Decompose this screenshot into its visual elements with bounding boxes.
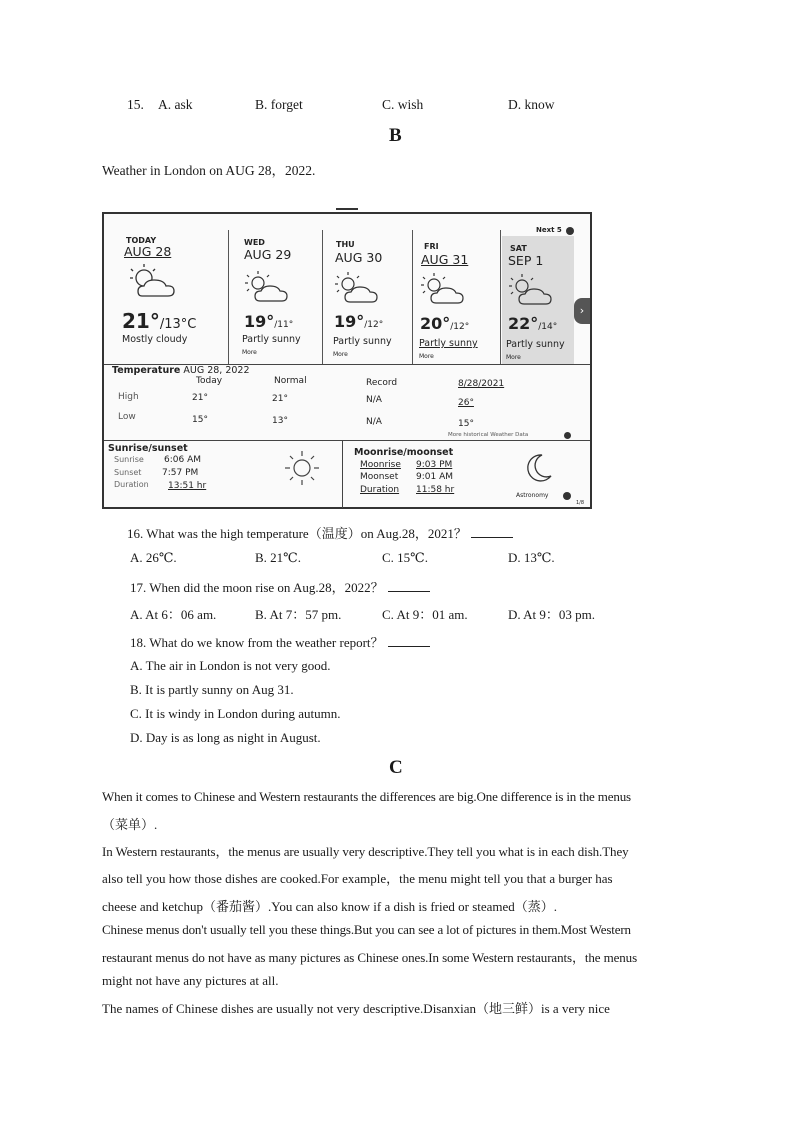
temp-cell: 26° bbox=[458, 398, 474, 408]
day-name: FRI bbox=[424, 242, 439, 251]
corner-mark: 1/8 bbox=[576, 500, 585, 506]
passage-line: Chinese menus don't usually tell you these things.But you can see a lot of pictures in them.Most Western bbox=[102, 922, 631, 937]
sun-label: Duration bbox=[114, 480, 149, 489]
day-low: /12° bbox=[450, 322, 470, 332]
passage-line: The names of Chinese dishes are usually not very descriptive.Disanxian（地三鲜）is a very nice bbox=[102, 1001, 610, 1016]
moon-value: 9:01 AM bbox=[416, 472, 453, 482]
day-more-link[interactable]: More bbox=[419, 353, 434, 360]
day-more-link[interactable]: More bbox=[506, 354, 521, 361]
day-high: 19° bbox=[334, 312, 365, 331]
sun-label: Sunset bbox=[114, 468, 142, 477]
day-condition: Partly sunny bbox=[242, 334, 301, 345]
passage-line: In Western restaurants，the menus are usually very descriptive.They tell you what is in each dish.They bbox=[102, 844, 629, 859]
temp-row-label: Low bbox=[118, 412, 136, 422]
q18-option-b: B. It is partly sunny on Aug 31. bbox=[130, 682, 294, 697]
temp-cell: 13° bbox=[272, 416, 288, 426]
historical-data-icon bbox=[564, 432, 571, 439]
day-date: AUG 31 bbox=[421, 252, 469, 267]
day-temp bbox=[334, 312, 383, 331]
answer-blank bbox=[388, 635, 430, 647]
temp-cell: 21° bbox=[192, 393, 208, 403]
passage-line: also tell you how those dishes are cooked.For example，the menu might tell you that a burger has bbox=[102, 871, 613, 886]
weather-forecast-image bbox=[102, 212, 592, 509]
partly-sunny-icon bbox=[332, 270, 384, 306]
passage-line: （菜单）. bbox=[102, 817, 158, 832]
q16-option-c: C. 15℃. bbox=[382, 550, 428, 565]
q18-option-c: C. It is windy in London during autumn. bbox=[130, 706, 341, 721]
day-name: WED bbox=[244, 238, 265, 247]
q15-option-d: D. know bbox=[508, 97, 555, 112]
day-high: 22° bbox=[508, 314, 539, 333]
q17-stem: 17. When did the moon rise on Aug.28，2022？ bbox=[130, 577, 430, 596]
partly-sunny-icon bbox=[242, 269, 294, 305]
day-temp bbox=[244, 312, 293, 331]
temp-col-header: Today bbox=[196, 376, 223, 386]
day-low: /14° bbox=[538, 322, 558, 332]
day-temp bbox=[122, 309, 196, 333]
passage-line: restaurant menus do not have as many pictures as Chinese ones.In some Western restaurants，the menus bbox=[102, 950, 638, 965]
q17-option-d: D. At 9：03 pm. bbox=[508, 607, 596, 622]
q15-row bbox=[127, 97, 144, 113]
temp-col-header: 8/28/2021 bbox=[458, 379, 505, 389]
moon-value: 9:03 PM bbox=[416, 460, 453, 470]
next-label: Next 5 bbox=[536, 226, 562, 234]
temperature-title: Temperature AUG 28, 2022 bbox=[112, 365, 250, 376]
q15-option-a: A. ask bbox=[158, 97, 193, 112]
moon-value: 11:58 hr bbox=[416, 485, 455, 495]
day-temp bbox=[420, 314, 469, 333]
passage-line: might not have any pictures at all. bbox=[102, 973, 279, 988]
q16-option-a: A. 26℃. bbox=[130, 550, 177, 565]
sun-value: 6:06 AM bbox=[164, 455, 201, 465]
temp-cell: 15° bbox=[458, 419, 474, 429]
section-b-intro: Weather in London on AUG 28，2022. bbox=[102, 163, 316, 178]
day-high: 19° bbox=[244, 312, 275, 331]
next-icon bbox=[566, 227, 574, 235]
section-b-heading: B bbox=[389, 125, 402, 146]
day-more-link[interactable]: More bbox=[242, 349, 257, 356]
day-low: /12° bbox=[364, 320, 384, 330]
q17-option-b: B. At 7：57 pm. bbox=[255, 607, 342, 622]
q15-number: 15. bbox=[127, 97, 144, 112]
q15-option-b: B. forget bbox=[255, 97, 303, 112]
q18-option-d: D. Day is as long as night in August. bbox=[130, 730, 321, 745]
day-date: AUG 28 bbox=[124, 244, 172, 259]
passage-line: cheese and ketchup（番茄酱）.You can also know if a dish is fried or steamed（蒸）. bbox=[102, 899, 558, 914]
answer-blank bbox=[388, 580, 430, 592]
day-condition: Mostly cloudy bbox=[122, 334, 188, 345]
divider bbox=[104, 440, 590, 441]
q17-option-a: A. At 6：06 am. bbox=[130, 607, 217, 622]
temp-col-header: Record bbox=[366, 378, 398, 388]
temp-cell: N/A bbox=[366, 395, 382, 405]
sun-icon bbox=[282, 448, 322, 488]
day-temp bbox=[508, 314, 557, 333]
temp-row-label: High bbox=[118, 392, 139, 402]
section-c-heading: C bbox=[389, 757, 403, 778]
divider bbox=[342, 440, 343, 508]
moon-label: Moonset bbox=[360, 472, 399, 482]
q18-stem: 18. What do we know from the weather report？ bbox=[130, 632, 430, 651]
day-more-link[interactable]: More bbox=[333, 351, 348, 358]
q16-stem: 16. What was the high temperature（温度）on Aug.28，2021？ bbox=[127, 523, 513, 542]
q16-option-d: D. 13℃. bbox=[508, 550, 555, 565]
partly-sunny-icon bbox=[418, 271, 470, 307]
temp-cell: 21° bbox=[272, 394, 288, 404]
sun-title: Sunrise/sunset bbox=[108, 443, 188, 454]
astronomy-icon bbox=[563, 492, 571, 500]
temp-col-header: Normal bbox=[274, 376, 307, 386]
day-date: SEP 1 bbox=[508, 253, 544, 268]
day-high: 21° bbox=[122, 309, 160, 333]
day-date: AUG 30 bbox=[335, 250, 383, 265]
image-top-mark bbox=[336, 208, 358, 210]
day-condition: Partly sunny bbox=[419, 338, 478, 349]
day-low: /11° bbox=[274, 320, 294, 330]
q16-option-b: B. 21℃. bbox=[255, 550, 301, 565]
moon-label: Duration bbox=[360, 485, 400, 495]
day-high: 20° bbox=[420, 314, 451, 333]
sun-value: 7:57 PM bbox=[162, 468, 199, 478]
partly-sunny-icon bbox=[506, 272, 558, 308]
passage-line: When it comes to Chinese and Western restaurants the differences are big.One difference is in the menus bbox=[102, 789, 631, 804]
day-name: SAT bbox=[510, 244, 527, 253]
day-low: /13°C bbox=[159, 317, 197, 332]
q18-option-a: A. The air in London is not very good. bbox=[130, 658, 331, 673]
day-name: THU bbox=[336, 240, 355, 249]
historical-data-link[interactable]: More historical Weather Data bbox=[448, 432, 529, 438]
astronomy-link[interactable]: Astronomy bbox=[516, 492, 549, 499]
sun-value: 13:51 hr bbox=[168, 481, 207, 491]
q15-option-c: C. wish bbox=[382, 97, 424, 112]
day-date: AUG 29 bbox=[244, 247, 292, 262]
sun-label: Sunrise bbox=[114, 455, 144, 464]
cloud-icon bbox=[124, 262, 188, 302]
next-arrow-button: › bbox=[574, 298, 590, 324]
temp-cell: N/A bbox=[366, 417, 382, 427]
day-condition: Partly sunny bbox=[333, 336, 392, 347]
day-condition: Partly sunny bbox=[506, 339, 565, 350]
moon-icon bbox=[524, 452, 554, 484]
moon-title: Moonrise/moonset bbox=[354, 447, 454, 458]
q17-option-c: C. At 9：01 am. bbox=[382, 607, 468, 622]
temp-cell: 15° bbox=[192, 415, 208, 425]
day-name: TODAY bbox=[126, 236, 157, 245]
moon-label: Moonrise bbox=[360, 460, 401, 470]
answer-blank bbox=[471, 526, 513, 538]
